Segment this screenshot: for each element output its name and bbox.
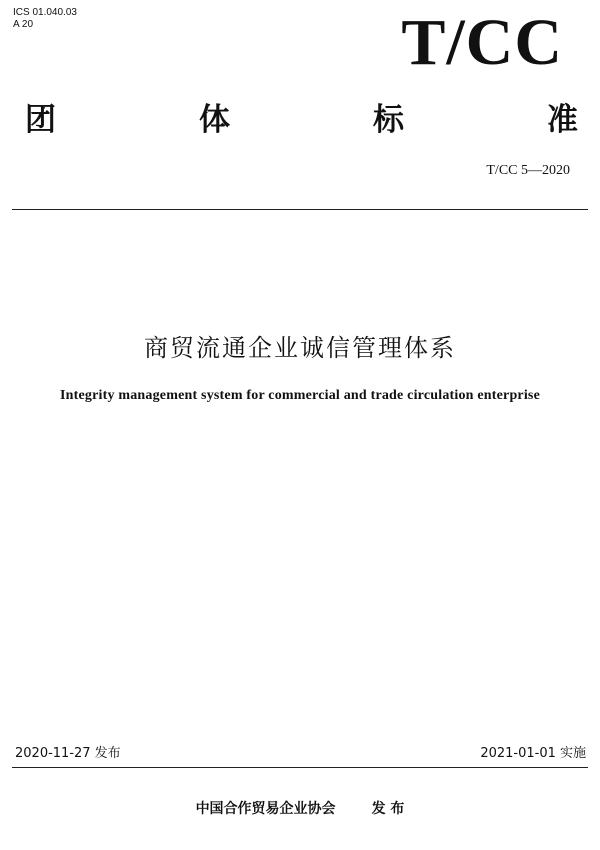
ics-code: ICS 01.040.03 [13, 7, 77, 18]
publisher-name: 中国合作贸易企业协会 [195, 801, 336, 817]
standard-type-char: 体 [199, 102, 230, 138]
top-divider [12, 209, 588, 210]
standard-number: T/CC 5—2020 [486, 163, 570, 178]
publisher-line [0, 799, 600, 819]
standard-type-char: 准 [547, 102, 578, 138]
ics-classification [13, 7, 77, 31]
issue-date: 2020-11-27 发布 [15, 746, 121, 761]
document-title-chinese: 商贸流通企业诚信管理体系 [144, 334, 456, 362]
ccs-code: A 20 [13, 19, 34, 30]
standard-logo: T/CC [401, 6, 563, 79]
standard-type-char: 团 [25, 102, 56, 138]
document-title-english: Integrity management system for commercial and trade circulation enterprise [59, 388, 540, 403]
bottom-divider [12, 767, 588, 768]
publish-label: 发 布 [371, 801, 405, 817]
standard-type-heading [25, 100, 578, 140]
implementation-date: 2021-01-01 实施 [480, 746, 586, 761]
standard-type-char: 标 [373, 102, 404, 138]
